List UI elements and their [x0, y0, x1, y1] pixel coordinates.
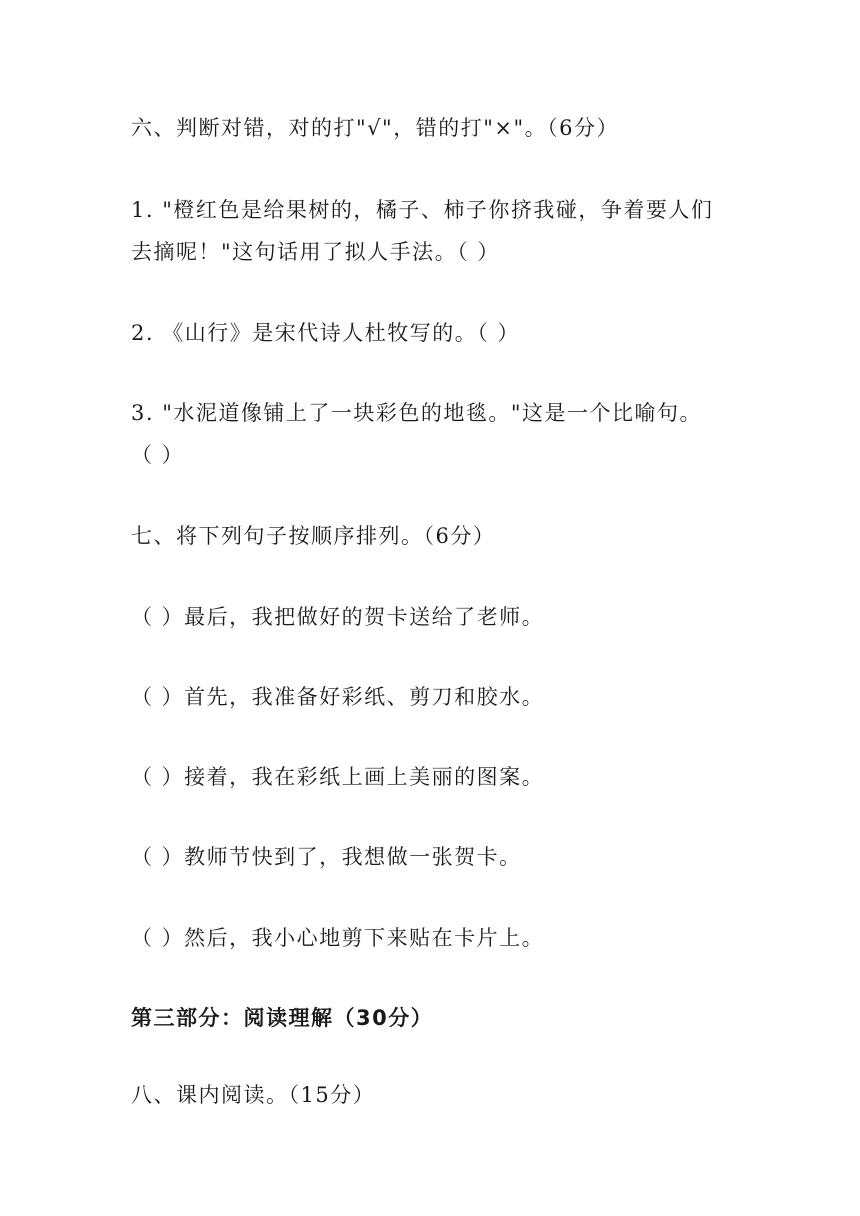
question-3-line-2: （ ）: [131, 443, 185, 467]
question-1-line-1: 1. "橙红色是给果树的，橘子、柿子你挤我碰，争着要人们: [131, 198, 714, 222]
section7-heading: 七、将下列句子按顺序排列。（6分）: [131, 524, 496, 548]
question-3-line-1: 3. "水泥道像铺上了一块彩色的地毯。"这是一个比喻句。: [131, 401, 703, 425]
ordering-item: （ ）接着，我在彩纸上画上美丽的图案。: [131, 765, 545, 789]
ordering-item: （ ）然后，我小心地剪下来贴在卡片上。: [131, 926, 545, 950]
question-2: 2. 《山行》是宋代诗人杜牧写的。（ ）: [131, 321, 520, 345]
part3-heading: 第三部分：阅读理解（30分）: [131, 1006, 434, 1030]
ordering-item: （ ）首先，我准备好彩纸、剪刀和胶水。: [131, 685, 545, 709]
question-1-line-2: 去摘呢！"这句话用了拟人手法。（ ）: [131, 240, 500, 264]
section8-heading: 八、课内阅读。（15分）: [131, 1083, 376, 1107]
section6-heading: 六、判断对错，对的打"√"，错的打"×"。（6分）: [131, 116, 619, 140]
ordering-item: （ ）最后，我把做好的贺卡送给了老师。: [131, 605, 545, 629]
ordering-item: （ ）教师节快到了，我想做一张贺卡。: [131, 845, 522, 869]
